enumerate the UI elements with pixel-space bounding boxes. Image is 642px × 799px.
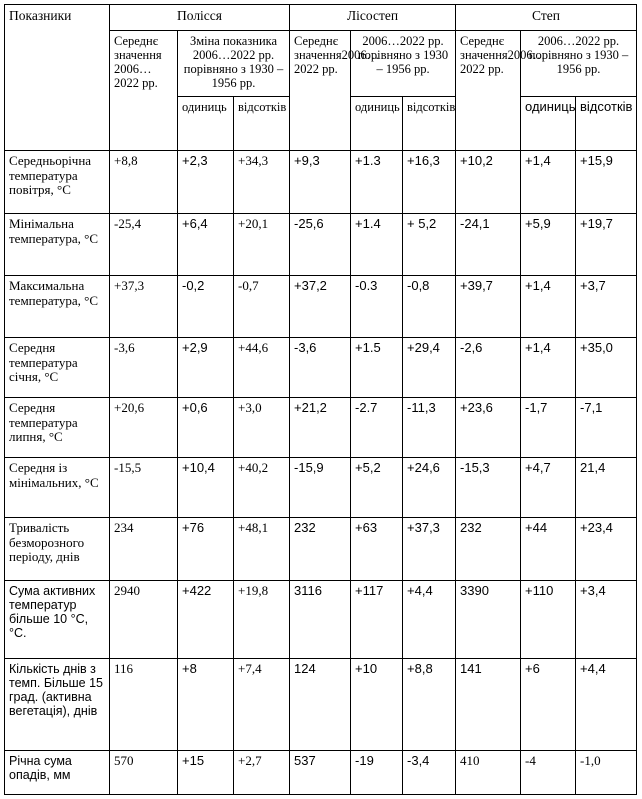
cell-step-units: -1,7 [521, 398, 576, 458]
cell-lisostep-units: -0.3 [351, 276, 403, 338]
cell-lisostep-units: +5,2 [351, 458, 403, 518]
cell-lisostep-mean: 232 [290, 518, 351, 581]
cell-polissia-mean: 116 [110, 659, 178, 751]
cell-lisostep-percent: +8,8 [403, 659, 456, 751]
cell-polissia-percent: +19,8 [234, 581, 290, 659]
mean-header-lisostep: Середнє значення2006…2022 рр. [290, 31, 351, 151]
units-header-lisostep: одиниць [351, 97, 403, 151]
cell-lisostep-percent: +24,6 [403, 458, 456, 518]
percent-header-step: відсотків [576, 97, 637, 151]
row-label: Максимальна температура, °С [5, 276, 110, 338]
cell-lisostep-units: +1.3 [351, 151, 403, 214]
cell-lisostep-units: +63 [351, 518, 403, 581]
cell-polissia-units: +2,9 [178, 338, 234, 398]
row-label: Мінімальна температура, °С [5, 214, 110, 276]
cell-polissia-mean: -3,6 [110, 338, 178, 398]
cell-lisostep-mean: -25,6 [290, 214, 351, 276]
cell-polissia-mean: -15,5 [110, 458, 178, 518]
table-row [5, 659, 637, 751]
cell-step-percent: +4,4 [576, 659, 637, 751]
climate-table [4, 4, 637, 795]
row-label: Кількість днів з темп. Більше 15 град. (активна вегетація), днів [5, 659, 110, 751]
cell-lisostep-units: +117 [351, 581, 403, 659]
cell-polissia-percent: +34,3 [234, 151, 290, 214]
cell-polissia-percent: +2,7 [234, 751, 290, 795]
cell-lisostep-percent: +16,3 [403, 151, 456, 214]
cell-lisostep-mean: -15,9 [290, 458, 351, 518]
cell-step-units: -4 [521, 751, 576, 795]
cell-lisostep-percent: + 5,2 [403, 214, 456, 276]
mean-header-polissia: Середнє значення 2006…2022 рр. [110, 31, 178, 151]
cell-step-mean: 410 [456, 751, 521, 795]
cell-lisostep-mean: -3,6 [290, 338, 351, 398]
cell-step-mean: -2,6 [456, 338, 521, 398]
cell-polissia-mean: +37,3 [110, 276, 178, 338]
region-header-step: Степ [456, 5, 637, 31]
cell-step-units: +44 [521, 518, 576, 581]
units-header-step: одиниць [521, 97, 576, 151]
cell-step-units: +1,4 [521, 338, 576, 398]
cell-polissia-mean: 2940 [110, 581, 178, 659]
cell-step-mean: +39,7 [456, 276, 521, 338]
cell-lisostep-units: -19 [351, 751, 403, 795]
cell-polissia-percent: -0,7 [234, 276, 290, 338]
header-row-1 [5, 5, 637, 31]
cell-polissia-percent: +20,1 [234, 214, 290, 276]
cell-step-mean: 3390 [456, 581, 521, 659]
change-header-step: 2006…2022 рр. порівняно з 1930 – 1956 рр. [521, 31, 637, 97]
cell-lisostep-mean: +21,2 [290, 398, 351, 458]
region-header-lisostep: Лісостеп [290, 5, 456, 31]
percent-header-lisostep: відсотків [403, 97, 456, 151]
table-row [5, 518, 637, 581]
cell-polissia-units: +8 [178, 659, 234, 751]
cell-polissia-percent: +44,6 [234, 338, 290, 398]
cell-step-percent: +23,4 [576, 518, 637, 581]
cell-polissia-mean: +8,8 [110, 151, 178, 214]
cell-step-percent: +15,9 [576, 151, 637, 214]
cell-step-percent: -1,0 [576, 751, 637, 795]
cell-polissia-percent: +3,0 [234, 398, 290, 458]
cell-polissia-mean: -25,4 [110, 214, 178, 276]
cell-polissia-units: -0,2 [178, 276, 234, 338]
cell-lisostep-percent: -11,3 [403, 398, 456, 458]
change-header-polissia: Зміна показника 2006…2022 рр. порівняно з 1930 –1956 рр. [178, 31, 290, 97]
cell-polissia-units: +6,4 [178, 214, 234, 276]
cell-polissia-units: +2,3 [178, 151, 234, 214]
cell-step-percent: +19,7 [576, 214, 637, 276]
cell-polissia-mean: 234 [110, 518, 178, 581]
cell-step-units: +1,4 [521, 151, 576, 214]
table-row [5, 338, 637, 398]
percent-header-polissia: відсотків [234, 97, 290, 151]
table-row [5, 751, 637, 795]
change-header-lisostep: 2006…2022 рр. порівняно з 1930 – 1956 рр. [351, 31, 456, 97]
cell-step-percent: +3,7 [576, 276, 637, 338]
table-row [5, 398, 637, 458]
cell-step-units: +1,4 [521, 276, 576, 338]
cell-lisostep-mean: 3116 [290, 581, 351, 659]
cell-lisostep-percent: +29,4 [403, 338, 456, 398]
cell-step-units: +110 [521, 581, 576, 659]
table-row [5, 214, 637, 276]
row-label: Середня температура липня, °С [5, 398, 110, 458]
cell-step-mean: -15,3 [456, 458, 521, 518]
cell-lisostep-units: +10 [351, 659, 403, 751]
cell-lisostep-units: -2.7 [351, 398, 403, 458]
row-label: Середня температура січня, °С [5, 338, 110, 398]
cell-step-units: +6 [521, 659, 576, 751]
table-row [5, 581, 637, 659]
cell-lisostep-units: +1.5 [351, 338, 403, 398]
cell-step-mean: 141 [456, 659, 521, 751]
cell-polissia-mean: 570 [110, 751, 178, 795]
row-label: Середньорічна температура повітря, °С [5, 151, 110, 214]
cell-lisostep-percent: -0,8 [403, 276, 456, 338]
cell-lisostep-mean: 124 [290, 659, 351, 751]
row-label: Річна сума опадів, мм [5, 751, 110, 795]
cell-step-mean: +23,6 [456, 398, 521, 458]
cell-lisostep-units: +1.4 [351, 214, 403, 276]
cell-lisostep-mean: 537 [290, 751, 351, 795]
cell-lisostep-percent: +37,3 [403, 518, 456, 581]
cell-step-mean: -24,1 [456, 214, 521, 276]
cell-step-mean: 232 [456, 518, 521, 581]
cell-polissia-units: +15 [178, 751, 234, 795]
cell-polissia-units: +76 [178, 518, 234, 581]
indicators-header: Показники [5, 5, 110, 151]
cell-step-percent: +3,4 [576, 581, 637, 659]
cell-step-units: +5,9 [521, 214, 576, 276]
row-label: Середня із мінімальних, °С [5, 458, 110, 518]
cell-lisostep-percent: +4,4 [403, 581, 456, 659]
cell-polissia-units: +0,6 [178, 398, 234, 458]
cell-lisostep-percent: -3,4 [403, 751, 456, 795]
cell-polissia-percent: +48,1 [234, 518, 290, 581]
cell-polissia-mean: +20,6 [110, 398, 178, 458]
cell-step-percent: 21,4 [576, 458, 637, 518]
row-label: Сума активних температур більше 10 °С, °С. [5, 581, 110, 659]
row-label: Тривалість безморозного періоду, днів [5, 518, 110, 581]
region-header-polissia: Полісся [110, 5, 290, 31]
cell-polissia-units: +10,4 [178, 458, 234, 518]
cell-step-percent: +35,0 [576, 338, 637, 398]
table-row [5, 458, 637, 518]
cell-lisostep-mean: +37,2 [290, 276, 351, 338]
cell-step-percent: -7,1 [576, 398, 637, 458]
cell-polissia-percent: +7,4 [234, 659, 290, 751]
cell-polissia-units: +422 [178, 581, 234, 659]
mean-header-step: Середнє значення2006…2022 рр. [456, 31, 521, 151]
table-row [5, 276, 637, 338]
cell-step-mean: +10,2 [456, 151, 521, 214]
cell-lisostep-mean: +9,3 [290, 151, 351, 214]
cell-polissia-percent: +40,2 [234, 458, 290, 518]
cell-step-units: +4,7 [521, 458, 576, 518]
units-header-polissia: одиниць [178, 97, 234, 151]
table-row [5, 151, 637, 214]
